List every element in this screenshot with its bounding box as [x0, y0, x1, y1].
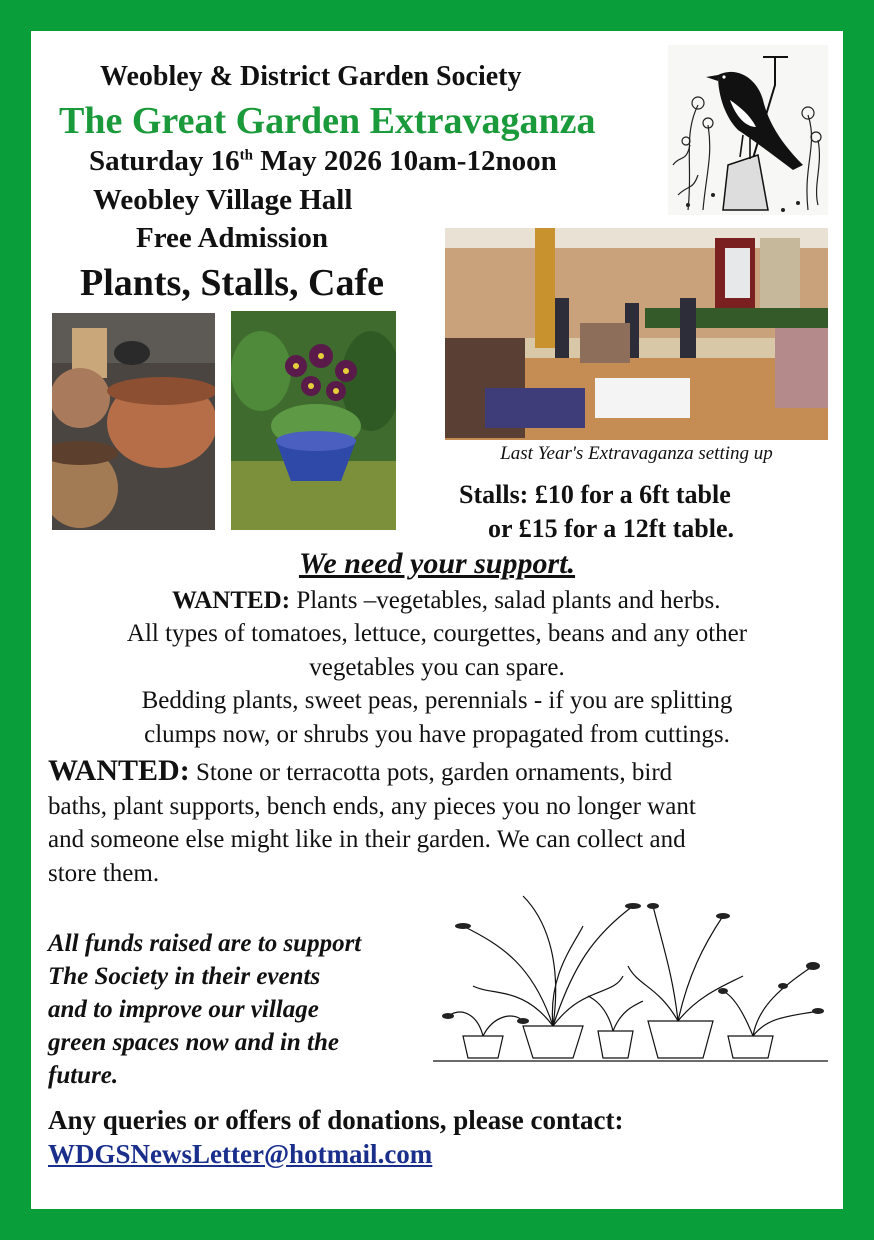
- wanted-label: WANTED:: [172, 587, 291, 614]
- venue: Weobley Village Hall: [93, 184, 353, 216]
- support-heading: We need your support.: [298, 547, 576, 580]
- wanted2-label: WANTED:: [48, 754, 190, 787]
- support-line-5: clumps now, or shrubs you have propagated from cuttings.: [144, 721, 730, 748]
- date-prefix: Saturday 16: [89, 145, 240, 177]
- funds-line-2: The Society in their events: [48, 963, 321, 990]
- stalls-price-6ft: Stalls: £10 for a 6ft table: [459, 480, 731, 509]
- funds-statement: [48, 927, 361, 1092]
- date-rest: May 2026 10am-12noon: [253, 145, 557, 177]
- contact-prompt: Any queries or offers of donations, please contact:: [48, 1105, 624, 1135]
- pots-photo: [52, 313, 215, 530]
- society-name: Weobley & District Garden Society: [100, 61, 522, 92]
- admission: Free Admission: [136, 222, 328, 254]
- support-line-2: All types of tomatoes, lettuce, courgettes, beans and any other: [126, 620, 748, 647]
- support-line-3: vegetables you can spare.: [309, 654, 565, 681]
- pots-photo-image: [52, 313, 215, 530]
- hall-photo-image: [445, 228, 828, 440]
- magpie-illustration: [668, 45, 828, 215]
- potted-plants-sketch: [423, 886, 833, 1071]
- potted-plants-icon: [423, 886, 833, 1071]
- magpie-icon: [668, 45, 828, 215]
- funds-line-1: All funds raised are to support: [48, 930, 362, 957]
- wanted-ornaments-line: [48, 754, 672, 788]
- hall-photo: [445, 228, 828, 440]
- wanted-plants-line: [172, 587, 721, 615]
- stalls-price-12ft: or £15 for a 12ft table.: [488, 514, 734, 543]
- event-title: The Great Garden Extravaganza: [59, 100, 596, 142]
- hall-caption: Last Year's Extravaganza setting up: [500, 443, 773, 464]
- funds-line-5: future.: [48, 1062, 119, 1089]
- event-date: [89, 145, 557, 178]
- wanted2-line-4: store them.: [48, 860, 160, 887]
- date-suffix: th: [239, 147, 254, 164]
- primula-photo-image: [231, 311, 396, 530]
- funds-line-3: and to improve our village: [48, 996, 319, 1023]
- features: Plants, Stalls, Cafe: [80, 262, 384, 304]
- support-line-4: Bedding plants, sweet peas, perennials - if you are splitting: [141, 687, 733, 714]
- wanted2-line-1: Stone or terracotta pots, garden ornaments, bird: [189, 759, 673, 786]
- wanted2-line-3: and someone else might like in their garden. We can collect and: [48, 826, 686, 853]
- contact-email-link[interactable]: WDGSNewsLetter@hotmail.com: [48, 1139, 433, 1169]
- poster: [31, 31, 843, 1209]
- wanted-plants-text: Plants –vegetables, salad plants and herbs.: [290, 587, 721, 614]
- funds-line-4: green spaces now and in the: [48, 1029, 340, 1056]
- primula-photo: [231, 311, 396, 530]
- wanted2-line-2: baths, plant supports, bench ends, any pieces you no longer want: [48, 793, 696, 820]
